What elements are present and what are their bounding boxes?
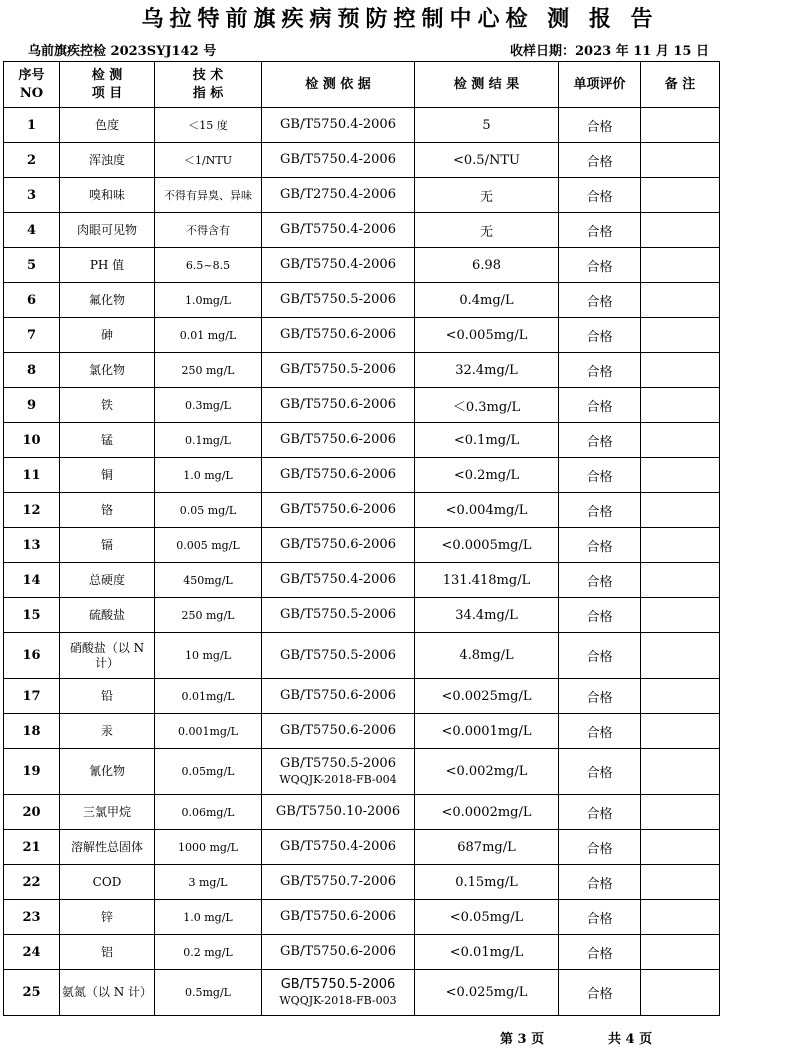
evaluation: 合格	[559, 143, 641, 178]
basis-standard: GB/T5750.6-2006	[280, 502, 396, 517]
test-item: 铝	[60, 935, 155, 970]
table-row	[4, 528, 720, 563]
test-basis	[262, 598, 415, 633]
evaluation: 合格	[559, 423, 641, 458]
table-row	[4, 143, 720, 178]
basis-standard: GB/T5750.6-2006	[280, 909, 396, 924]
test-result: <0.05mg/L	[415, 900, 559, 935]
page-number: 第 3 页	[500, 1032, 545, 1047]
basis-standard: GB/T5750.6-2006	[280, 723, 396, 738]
basis-standard: GB/T5750.5-2006	[280, 976, 396, 992]
basis-method: WQQJK-2018-FB-004	[279, 772, 397, 786]
remark-cell	[641, 248, 720, 283]
test-basis	[262, 563, 415, 598]
test-item: 氰化物	[60, 749, 155, 795]
evaluation: 合格	[559, 795, 641, 830]
remark-cell	[641, 900, 720, 935]
table-row	[4, 598, 720, 633]
test-item: PH 值	[60, 248, 155, 283]
test-item: 砷	[60, 318, 155, 353]
test-basis	[262, 178, 415, 213]
evaluation: 合格	[559, 970, 641, 1016]
basis-standard: GB/T5750.4-2006	[280, 257, 396, 272]
technical-spec: 0.2 mg/L	[155, 935, 262, 970]
basis-standard: GB/T5750.10-2006	[275, 804, 401, 819]
test-basis	[262, 865, 415, 900]
test-item: 肉眼可见物	[60, 213, 155, 248]
test-basis	[262, 248, 415, 283]
row-number: 15	[4, 598, 60, 633]
technical-spec: 1000 mg/L	[155, 830, 262, 865]
test-result: <0.002mg/L	[415, 749, 559, 795]
row-number: 2	[4, 143, 60, 178]
test-result: <0.1mg/L	[415, 423, 559, 458]
test-item: 嗅和味	[60, 178, 155, 213]
row-number: 12	[4, 493, 60, 528]
test-item: 硝酸盐（以 N 计）	[60, 633, 155, 679]
evaluation: 合格	[559, 248, 641, 283]
evaluation: 合格	[559, 598, 641, 633]
row-number: 17	[4, 679, 60, 714]
table-row	[4, 388, 720, 423]
test-result: ＜0.3mg/L	[415, 388, 559, 423]
technical-spec: 0.3mg/L	[155, 388, 262, 423]
test-basis	[262, 108, 415, 143]
test-item: 硫酸盐	[60, 598, 155, 633]
header-result: 检 测 结 果	[415, 62, 559, 108]
row-number: 16	[4, 633, 60, 679]
table-row	[4, 493, 720, 528]
technical-spec: 1.0mg/L	[155, 283, 262, 318]
test-item: 氯化物	[60, 353, 155, 388]
row-number: 4	[4, 213, 60, 248]
technical-spec: 1.0 mg/L	[155, 458, 262, 493]
technical-spec: 250 mg/L	[155, 598, 262, 633]
test-result: 6.98	[415, 248, 559, 283]
remark-cell	[641, 388, 720, 423]
remark-cell	[641, 679, 720, 714]
evaluation: 合格	[559, 679, 641, 714]
table-row	[4, 458, 720, 493]
test-item: 铁	[60, 388, 155, 423]
test-basis	[262, 353, 415, 388]
table-row	[4, 318, 720, 353]
test-basis	[262, 283, 415, 318]
evaluation: 合格	[559, 935, 641, 970]
row-number: 25	[4, 970, 60, 1016]
evaluation: 合格	[559, 563, 641, 598]
basis-standard: GB/T5750.6-2006	[280, 397, 396, 412]
remark-cell	[641, 143, 720, 178]
test-item: COD	[60, 865, 155, 900]
technical-spec: 0.5mg/L	[155, 970, 262, 1016]
remark-cell	[641, 178, 720, 213]
technical-spec: ＜1/NTU	[155, 143, 262, 178]
technical-spec: 0.01mg/L	[155, 679, 262, 714]
test-item: 浑浊度	[60, 143, 155, 178]
remark-cell	[641, 318, 720, 353]
remark-cell	[641, 795, 720, 830]
technical-spec: 0.05 mg/L	[155, 493, 262, 528]
row-number: 1	[4, 108, 60, 143]
basis-standard: GB/T5750.6-2006	[280, 327, 396, 342]
table-row	[4, 714, 720, 749]
header-spec: 技 术 指 标	[155, 62, 262, 108]
test-item: 镉	[60, 528, 155, 563]
test-basis	[262, 830, 415, 865]
technical-spec: ＜15 度	[155, 108, 262, 143]
test-basis	[262, 900, 415, 935]
test-basis	[262, 749, 415, 795]
report-title: 乌拉特前旗疾病预防控制中心检 测 报 告	[141, 6, 659, 32]
basis-standard: GB/T2750.4-2006	[280, 187, 396, 202]
row-number: 5	[4, 248, 60, 283]
technical-spec: 不得有异臭、异味	[155, 178, 262, 213]
test-item: 总硬度	[60, 563, 155, 598]
row-number: 7	[4, 318, 60, 353]
remark-cell	[641, 598, 720, 633]
test-item: 铬	[60, 493, 155, 528]
table-row	[4, 178, 720, 213]
remark-cell	[641, 865, 720, 900]
evaluation: 合格	[559, 633, 641, 679]
row-number: 24	[4, 935, 60, 970]
test-result: 4.8mg/L	[415, 633, 559, 679]
basis-method: WQQJK-2018-FB-003	[279, 993, 397, 1007]
test-result: 5	[415, 108, 559, 143]
evaluation: 合格	[559, 900, 641, 935]
table-row	[4, 935, 720, 970]
evaluation: 合格	[559, 830, 641, 865]
test-result: 无	[415, 213, 559, 248]
basis-standard: GB/T5750.6-2006	[280, 688, 396, 703]
basis-standard: GB/T5750.5-2006	[280, 755, 396, 771]
technical-spec: 450mg/L	[155, 563, 262, 598]
technical-spec: 6.5~8.5	[155, 248, 262, 283]
technical-spec: 10 mg/L	[155, 633, 262, 679]
evaluation: 合格	[559, 213, 641, 248]
test-result: <0.004mg/L	[415, 493, 559, 528]
test-item: 汞	[60, 714, 155, 749]
remark-cell	[641, 493, 720, 528]
technical-spec: 0.05mg/L	[155, 749, 262, 795]
row-number: 21	[4, 830, 60, 865]
test-result: <0.0005mg/L	[415, 528, 559, 563]
test-result: <0.0001mg/L	[415, 714, 559, 749]
basis-standard: GB/T5750.4-2006	[280, 839, 396, 854]
page-total: 共 4 页	[608, 1032, 653, 1047]
remark-cell	[641, 830, 720, 865]
table-row	[4, 353, 720, 388]
evaluation: 合格	[559, 388, 641, 423]
remark-cell	[641, 970, 720, 1016]
evaluation: 合格	[559, 458, 641, 493]
header-remark: 备 注	[641, 62, 720, 108]
basis-standard: GB/T5750.5-2006	[280, 607, 396, 622]
table-row	[4, 633, 720, 679]
table-row	[4, 423, 720, 458]
table-row	[4, 213, 720, 248]
basis-standard: GB/T5750.6-2006	[280, 432, 396, 447]
basis-standard: GB/T5750.6-2006	[280, 944, 396, 959]
test-basis	[262, 935, 415, 970]
test-basis	[262, 213, 415, 248]
table-row	[4, 679, 720, 714]
evaluation: 合格	[559, 283, 641, 318]
remark-cell	[641, 458, 720, 493]
row-number: 18	[4, 714, 60, 749]
test-item: 三氯甲烷	[60, 795, 155, 830]
remark-cell	[641, 353, 720, 388]
technical-spec: 3 mg/L	[155, 865, 262, 900]
test-result: <0.01mg/L	[415, 935, 559, 970]
header-item: 检 测 项 目	[60, 62, 155, 108]
table-row	[4, 795, 720, 830]
table-row	[4, 900, 720, 935]
evaluation: 合格	[559, 493, 641, 528]
test-item: 锰	[60, 423, 155, 458]
technical-spec: 不得含有	[155, 213, 262, 248]
table-row	[4, 830, 720, 865]
test-result: <0.2mg/L	[415, 458, 559, 493]
basis-standard: GB/T5750.4-2006	[280, 117, 396, 132]
test-result: 0.4mg/L	[415, 283, 559, 318]
test-result: <0.5/NTU	[415, 143, 559, 178]
table-row	[4, 563, 720, 598]
test-result: 无	[415, 178, 559, 213]
receive-date: 收样日期：2023 年 11 月 15 日	[510, 44, 709, 59]
test-result: <0.0002mg/L	[415, 795, 559, 830]
remark-cell	[641, 714, 720, 749]
basis-standard: GB/T5750.5-2006	[280, 362, 396, 377]
remark-cell	[641, 283, 720, 318]
test-result: 34.4mg/L	[415, 598, 559, 633]
test-item: 铅	[60, 679, 155, 714]
row-number: 11	[4, 458, 60, 493]
remark-cell	[641, 213, 720, 248]
row-number: 10	[4, 423, 60, 458]
row-number: 19	[4, 749, 60, 795]
remark-cell	[641, 108, 720, 143]
evaluation: 合格	[559, 353, 641, 388]
table-row	[4, 108, 720, 143]
test-basis	[262, 795, 415, 830]
table-header-row	[4, 62, 720, 108]
technical-spec: 0.06mg/L	[155, 795, 262, 830]
technical-spec: 250 mg/L	[155, 353, 262, 388]
test-result: 687mg/L	[415, 830, 559, 865]
evaluation: 合格	[559, 178, 641, 213]
technical-spec: 0.1mg/L	[155, 423, 262, 458]
test-result: <0.0025mg/L	[415, 679, 559, 714]
test-result: 131.418mg/L	[415, 563, 559, 598]
table-row	[4, 970, 720, 1016]
row-number: 23	[4, 900, 60, 935]
test-basis	[262, 970, 415, 1016]
report-number: 乌前旗疾控检 2023SYJ142 号	[28, 44, 217, 59]
table-row	[4, 248, 720, 283]
test-basis	[262, 388, 415, 423]
test-basis	[262, 633, 415, 679]
test-item: 溶解性总固体	[60, 830, 155, 865]
test-item: 色度	[60, 108, 155, 143]
row-number: 8	[4, 353, 60, 388]
basis-standard: GB/T5750.6-2006	[280, 467, 396, 482]
table-row	[4, 749, 720, 795]
test-basis	[262, 493, 415, 528]
row-number: 9	[4, 388, 60, 423]
row-number: 13	[4, 528, 60, 563]
basis-standard: GB/T5750.4-2006	[280, 572, 396, 587]
evaluation: 合格	[559, 108, 641, 143]
test-basis	[262, 318, 415, 353]
test-basis	[262, 528, 415, 563]
evaluation: 合格	[559, 714, 641, 749]
test-item: 铜	[60, 458, 155, 493]
evaluation: 合格	[559, 318, 641, 353]
technical-spec: 0.001mg/L	[155, 714, 262, 749]
row-number: 22	[4, 865, 60, 900]
technical-spec: 0.01 mg/L	[155, 318, 262, 353]
test-result: <0.025mg/L	[415, 970, 559, 1016]
remark-cell	[641, 563, 720, 598]
technical-spec: 0.005 mg/L	[155, 528, 262, 563]
header-no: 序号 NO	[4, 62, 60, 108]
test-result: 32.4mg/L	[415, 353, 559, 388]
table-row	[4, 283, 720, 318]
basis-standard: GB/T5750.4-2006	[280, 152, 396, 167]
remark-cell	[641, 749, 720, 795]
test-item: 氟化物	[60, 283, 155, 318]
results-table	[3, 61, 720, 1016]
remark-cell	[641, 935, 720, 970]
test-basis	[262, 143, 415, 178]
basis-standard: GB/T5750.6-2006	[280, 537, 396, 552]
test-basis	[262, 423, 415, 458]
test-basis	[262, 714, 415, 749]
row-number: 6	[4, 283, 60, 318]
remark-cell	[641, 633, 720, 679]
evaluation: 合格	[559, 865, 641, 900]
technical-spec: 1.0 mg/L	[155, 900, 262, 935]
evaluation: 合格	[559, 528, 641, 563]
basis-standard: GB/T5750.4-2006	[280, 222, 396, 237]
remark-cell	[641, 528, 720, 563]
test-result: <0.005mg/L	[415, 318, 559, 353]
row-number: 3	[4, 178, 60, 213]
test-item: 氨氮（以 N 计）	[60, 970, 155, 1016]
test-basis	[262, 679, 415, 714]
test-basis	[262, 458, 415, 493]
row-number: 20	[4, 795, 60, 830]
remark-cell	[641, 423, 720, 458]
basis-standard: GB/T5750.5-2006	[280, 647, 396, 663]
row-number: 14	[4, 563, 60, 598]
table-row	[4, 865, 720, 900]
test-result: 0.15mg/L	[415, 865, 559, 900]
basis-standard: GB/T5750.5-2006	[280, 292, 396, 307]
header-eval: 单项评价	[559, 62, 641, 108]
evaluation: 合格	[559, 749, 641, 795]
basis-standard: GB/T5750.7-2006	[280, 874, 396, 889]
test-item: 锌	[60, 900, 155, 935]
header-basis: 检 测 依 据	[262, 62, 415, 108]
